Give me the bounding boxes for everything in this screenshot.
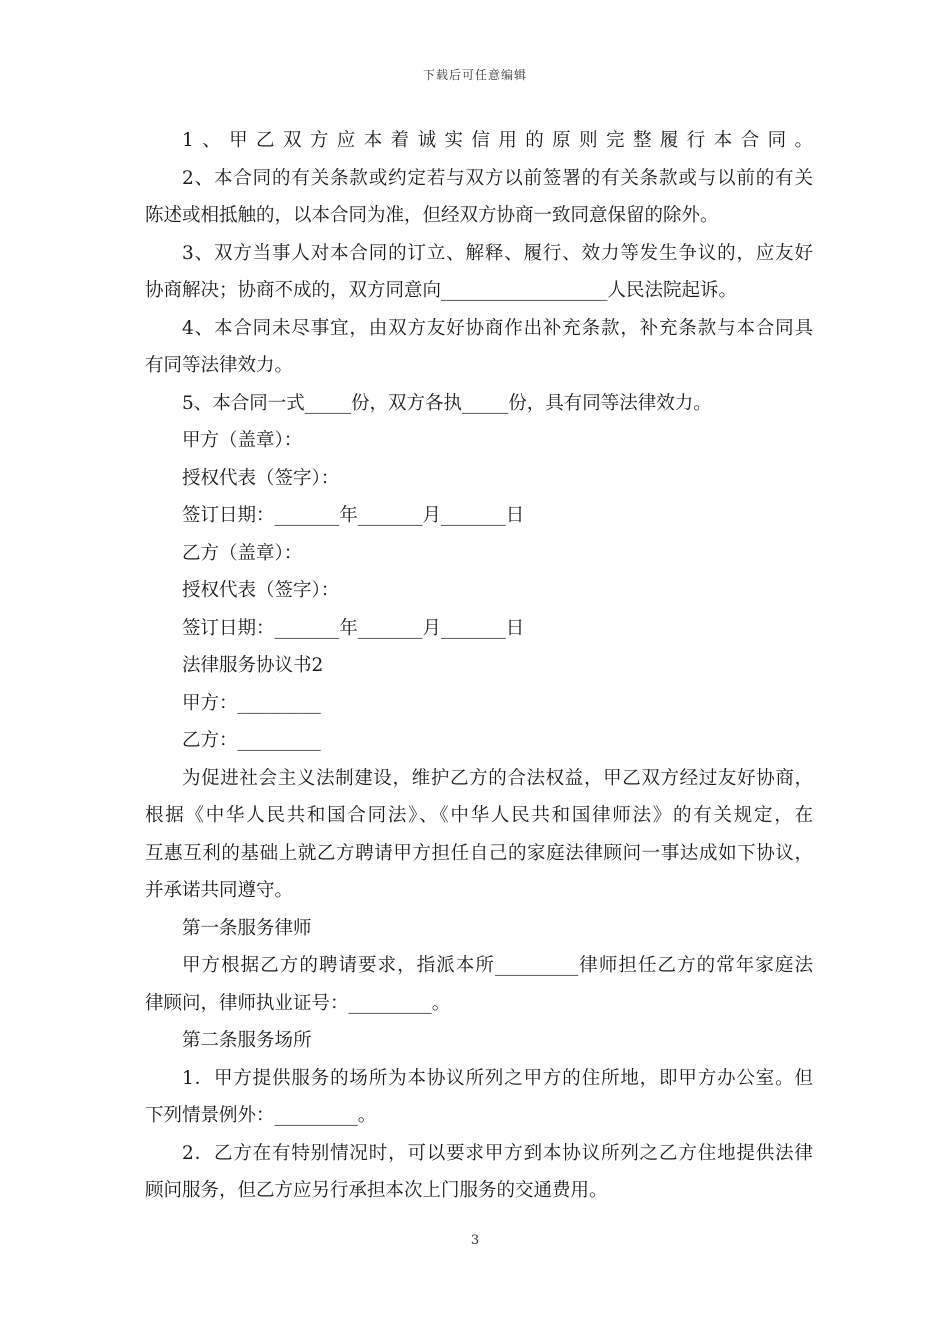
preamble-line-3: 互惠互利的基础上就乙方聘请甲方担任自己的家庭法律顾问一事达成如下协议， xyxy=(145,842,813,864)
preamble-line-2: 根据《中华人民共和国合同法》、《中华人民共和国律师法》的有关规定，在 xyxy=(145,805,813,826)
clause-3-line-1: 3、双方当事人对本合同的订立、解释、履行、效力等发生争议的，应友好 xyxy=(182,242,813,264)
party-b-representative: 授权代表（签字）： xyxy=(182,580,340,601)
document-body xyxy=(145,122,813,1210)
article-2-heading: 第二条服务场所 xyxy=(182,1030,312,1051)
clause-4-line-2: 有同等法律效力。 xyxy=(145,355,294,376)
clause-4-line-1: 4、本合同未尽事宜，由双方友好协商作出补充条款，补充条款与本合同具 xyxy=(182,317,813,339)
preamble-line-1: 为促进社会主义法制建设，维护乙方的合法权益，甲乙双方经过友好协商， xyxy=(182,767,813,789)
article-1-line-2: 律顾问，律师执业证号：_________。 xyxy=(145,992,451,1014)
clause-5: 5、本合同一式_____份，双方各执_____份，具有同等法律效力。 xyxy=(182,392,712,414)
article-2-item-1-line-1: 1．甲方提供服务的场所为本协议所列之甲方的住所地，即甲方办公室。但 xyxy=(182,1067,813,1089)
party-a-representative: 授权代表（签字）： xyxy=(182,467,340,489)
party-a-seal: 甲方（盖章）： xyxy=(182,430,303,451)
article-2-item-2-line-2: 顾问服务，但乙方应另行承担本次上门服务的交通费用。 xyxy=(145,1180,608,1201)
preamble-line-4: 并承诺共同遵守。 xyxy=(145,880,294,901)
article-1-line-1: 甲方根据乙方的聘请要求，指派本所_________律师担任乙方的常年家庭法 xyxy=(182,955,813,976)
clause-2-line-2: 陈述或相抵触的，以本合同为准，但经双方协商一致同意保留的除外。 xyxy=(145,205,719,226)
article-1-heading: 第一条服务律师 xyxy=(182,917,312,939)
page-number: 3 xyxy=(470,1233,480,1248)
party-b-sign-date: 签订日期：_______年_______月_______日 xyxy=(182,617,525,639)
article-2-item-1-line-2: 下列情景例外：_________。 xyxy=(145,1105,377,1126)
clause-1: 1、甲乙双方应本着诚实信用的原则完整履行本合同。 xyxy=(182,130,813,151)
party-b-seal: 乙方（盖章）： xyxy=(182,542,303,564)
agreement-2-party-b: 乙方：_________ xyxy=(182,730,321,751)
party-a-sign-date: 签订日期：_______年_______月_______日 xyxy=(182,505,525,526)
clause-2-line-1: 2、本合同的有关条款或约定若与双方以前签署的有关条款或与以前的有关 xyxy=(182,167,813,189)
agreement-2-party-a: 甲方：_________ xyxy=(182,692,321,714)
article-2-item-2-line-1: 2．乙方在有特别情况时，可以要求甲方到本协议所列之乙方住地提供法律 xyxy=(182,1142,813,1164)
page-header: 下载后可任意编辑 xyxy=(422,68,527,82)
agreement-2-title: 法律服务协议书2 xyxy=(182,655,324,676)
clause-3-line-2: 协商解决；协商不成的，双方同意向__________________人民法院起诉。 xyxy=(145,280,738,301)
